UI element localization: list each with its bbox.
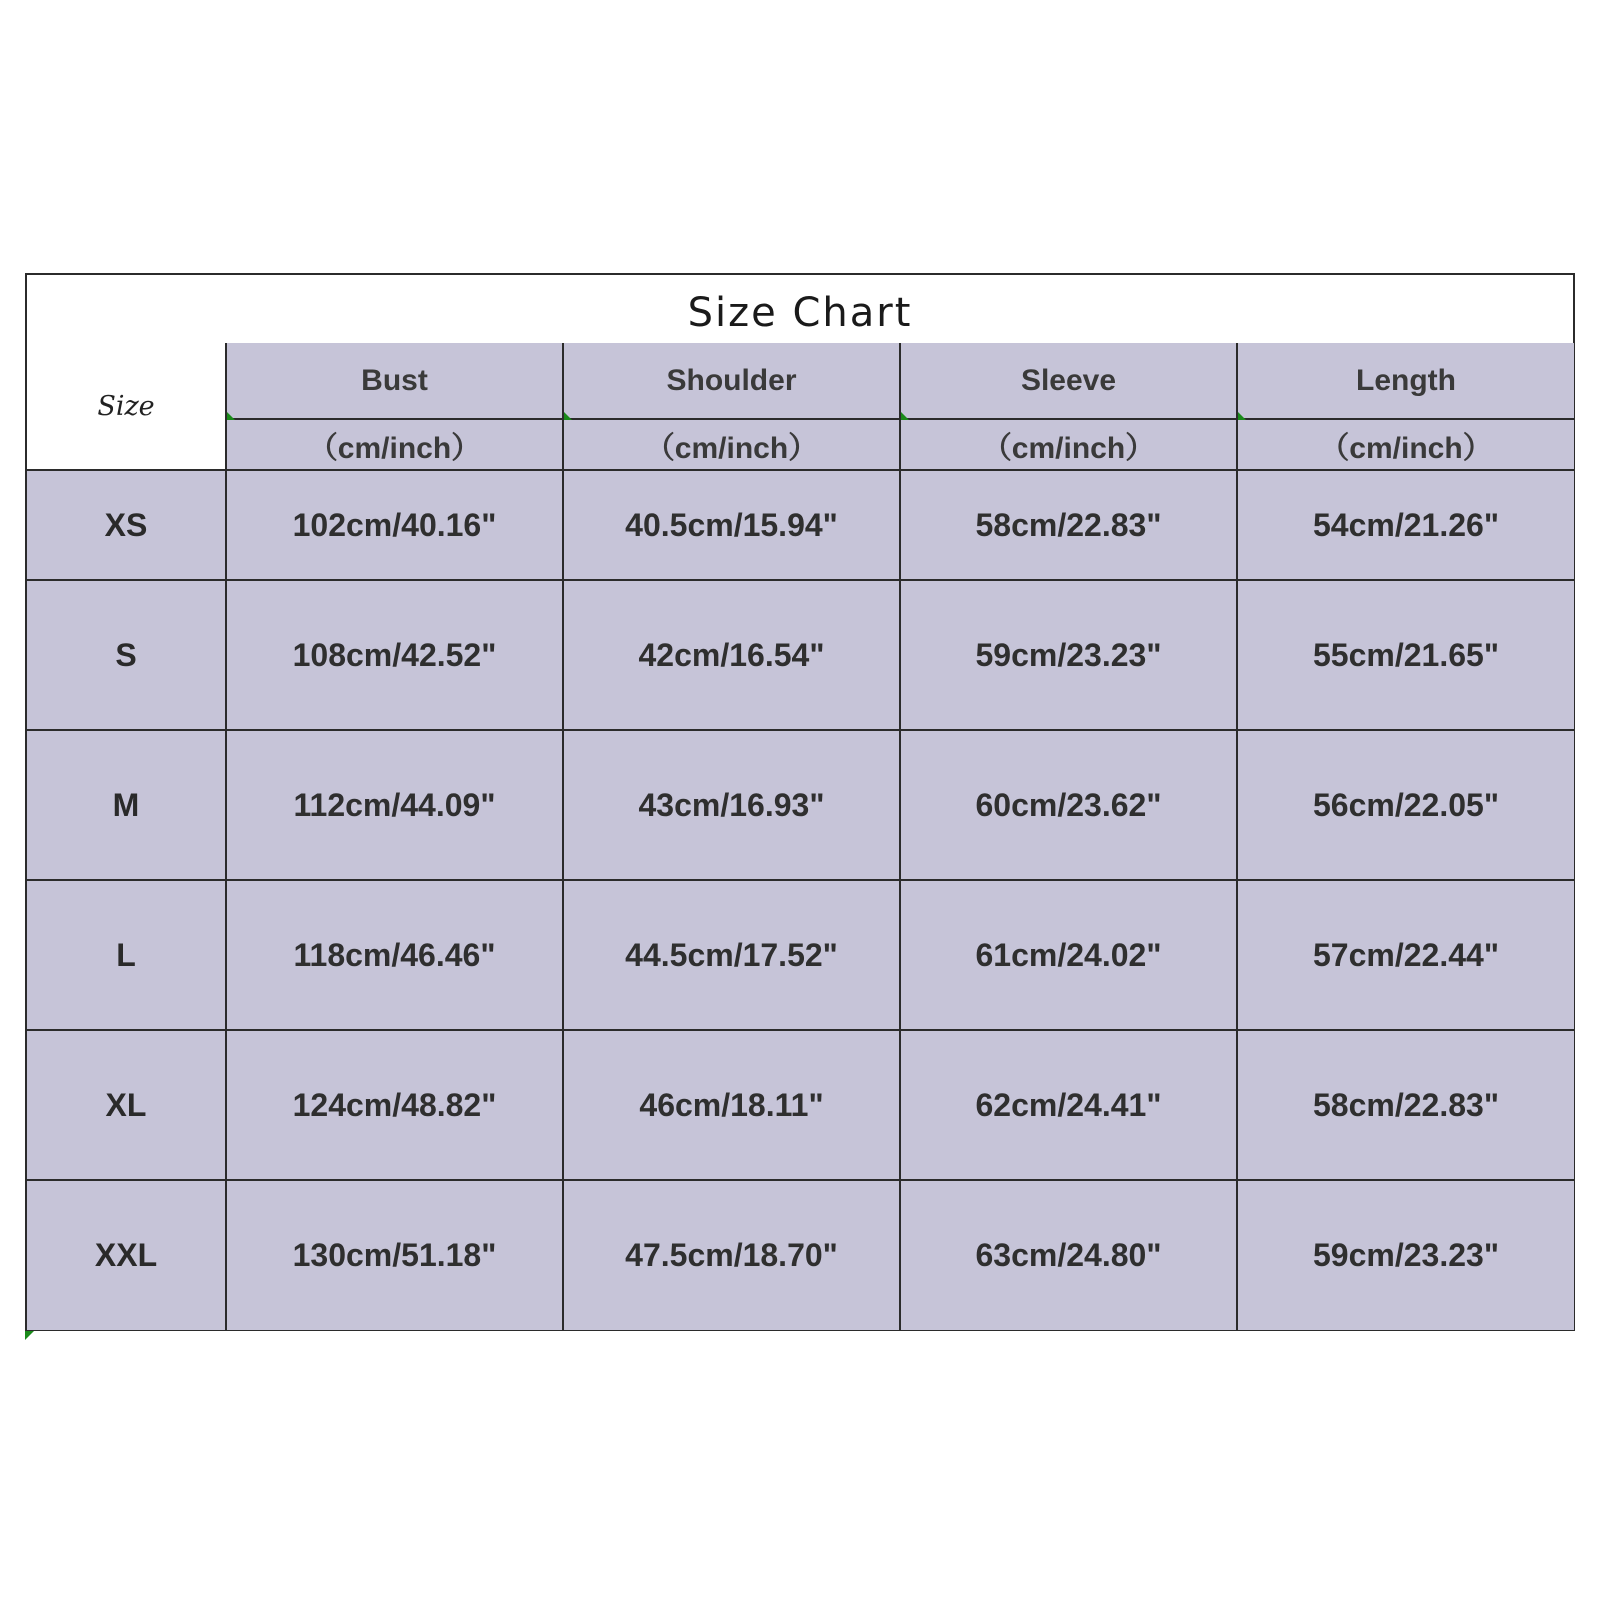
corner-marker [25,1331,34,1340]
header-label: Sleeve [1020,363,1117,397]
length-value: 56cm/22.05" [1237,730,1574,880]
table-row [27,1180,1574,1330]
bust-value: 108cm/42.52" [226,580,563,730]
table-row [27,730,1574,880]
sleeve-value: 61cm/24.02" [900,880,1237,1030]
length-value: 55cm/21.65" [1237,580,1574,730]
header-length [1237,343,1574,419]
header-shoulder [563,343,900,419]
bust-value: 118cm/46.46" [226,880,563,1030]
unit-row [27,419,1574,470]
size-label: XXL [27,1180,226,1330]
sleeve-value: 62cm/24.41" [900,1030,1237,1180]
shoulder-value: 46cm/18.11" [563,1030,900,1180]
table-row [27,1030,1574,1180]
size-label: XS [27,470,226,580]
header-label: Length [1356,363,1456,397]
size-label: XL [27,1030,226,1180]
length-value: 58cm/22.83" [1237,1030,1574,1180]
unit-label: （cm/inch） [226,419,563,470]
title-row [27,275,1573,345]
shoulder-value: 43cm/16.93" [563,730,900,880]
sleeve-value: 59cm/23.23" [900,580,1237,730]
length-value: 54cm/21.26" [1237,470,1574,580]
sleeve-value: 58cm/22.83" [900,470,1237,580]
size-label: M [27,730,226,880]
length-value: 59cm/23.23" [1237,1180,1574,1330]
header-bust [226,343,563,419]
shoulder-value: 42cm/16.54" [563,580,900,730]
size-chart [25,273,1575,1331]
size-table [27,343,1574,1330]
sleeve-value: 63cm/24.80" [900,1180,1237,1330]
shoulder-value: 47.5cm/18.70" [563,1180,900,1330]
bust-value: 130cm/51.18" [226,1180,563,1330]
bust-value: 112cm/44.09" [226,730,563,880]
length-value: 57cm/22.44" [1237,880,1574,1030]
header-label: Bust [361,363,428,397]
header-row [27,343,1574,419]
header-sleeve [900,343,1237,419]
size-column-header: Size [27,343,226,470]
bust-value: 102cm/40.16" [226,470,563,580]
shoulder-value: 44.5cm/17.52" [563,880,900,1030]
unit-label: （cm/inch） [900,419,1237,470]
table-row [27,880,1574,1030]
table-row [27,470,1574,580]
bust-value: 124cm/48.82" [226,1030,563,1180]
unit-label: （cm/inch） [1237,419,1574,470]
header-label: Shoulder [666,363,797,397]
unit-label: （cm/inch） [563,419,900,470]
size-label: S [27,580,226,730]
sleeve-value: 60cm/23.62" [900,730,1237,880]
chart-title: Size Chart [687,290,913,336]
table-row [27,580,1574,730]
shoulder-value: 40.5cm/15.94" [563,470,900,580]
size-label: L [27,880,226,1030]
